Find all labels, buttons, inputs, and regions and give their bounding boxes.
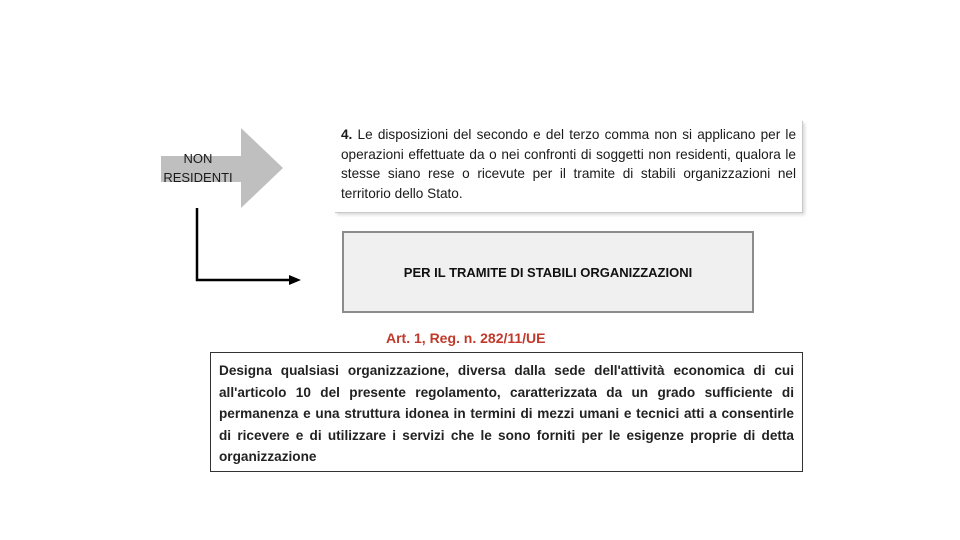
- arrow-label-line2: RESIDENTI: [163, 170, 233, 185]
- comma-4-paragraph: [335, 121, 803, 213]
- comma-4-text: Le disposizioni del secondo e del terzo comma non si applicano per le operazioni effettuate da o nei confronti di soggetti non residenti, qualora le stesse siano rese o ricevute per il tramite di stabili organizzazioni nel territorio dello Stato.: [341, 127, 796, 201]
- definition-box: [210, 352, 803, 472]
- connector-arrowhead-icon: [289, 275, 301, 285]
- connector-line: [197, 208, 289, 280]
- elbow-connector: [185, 208, 310, 288]
- article-reference: Art. 1, Reg. n. 282/11/UE: [386, 330, 546, 346]
- stabili-organizzazioni-label: PER IL TRAMITE DI STABILI ORGANIZZAZIONI: [403, 264, 693, 280]
- non-residenti-label: [163, 149, 233, 187]
- arrow-label-line1: NON: [183, 151, 213, 166]
- comma-4-number: 4.: [341, 127, 353, 142]
- stabili-organizzazioni-box: [342, 231, 754, 313]
- definition-text: Designa qualsiasi organizzazione, diversa dalla sede dell'attività economica di cui all'articolo 10 del presente regolamento, caratterizzata da un grado sufficiente di permanenza e una struttura idonea in termini di mezzi umani e tecnici atti a consentirle di ricevere e di utilizzare i servizi che le sono forniti per le esigenze proprie di detta organizzazione: [219, 363, 794, 464]
